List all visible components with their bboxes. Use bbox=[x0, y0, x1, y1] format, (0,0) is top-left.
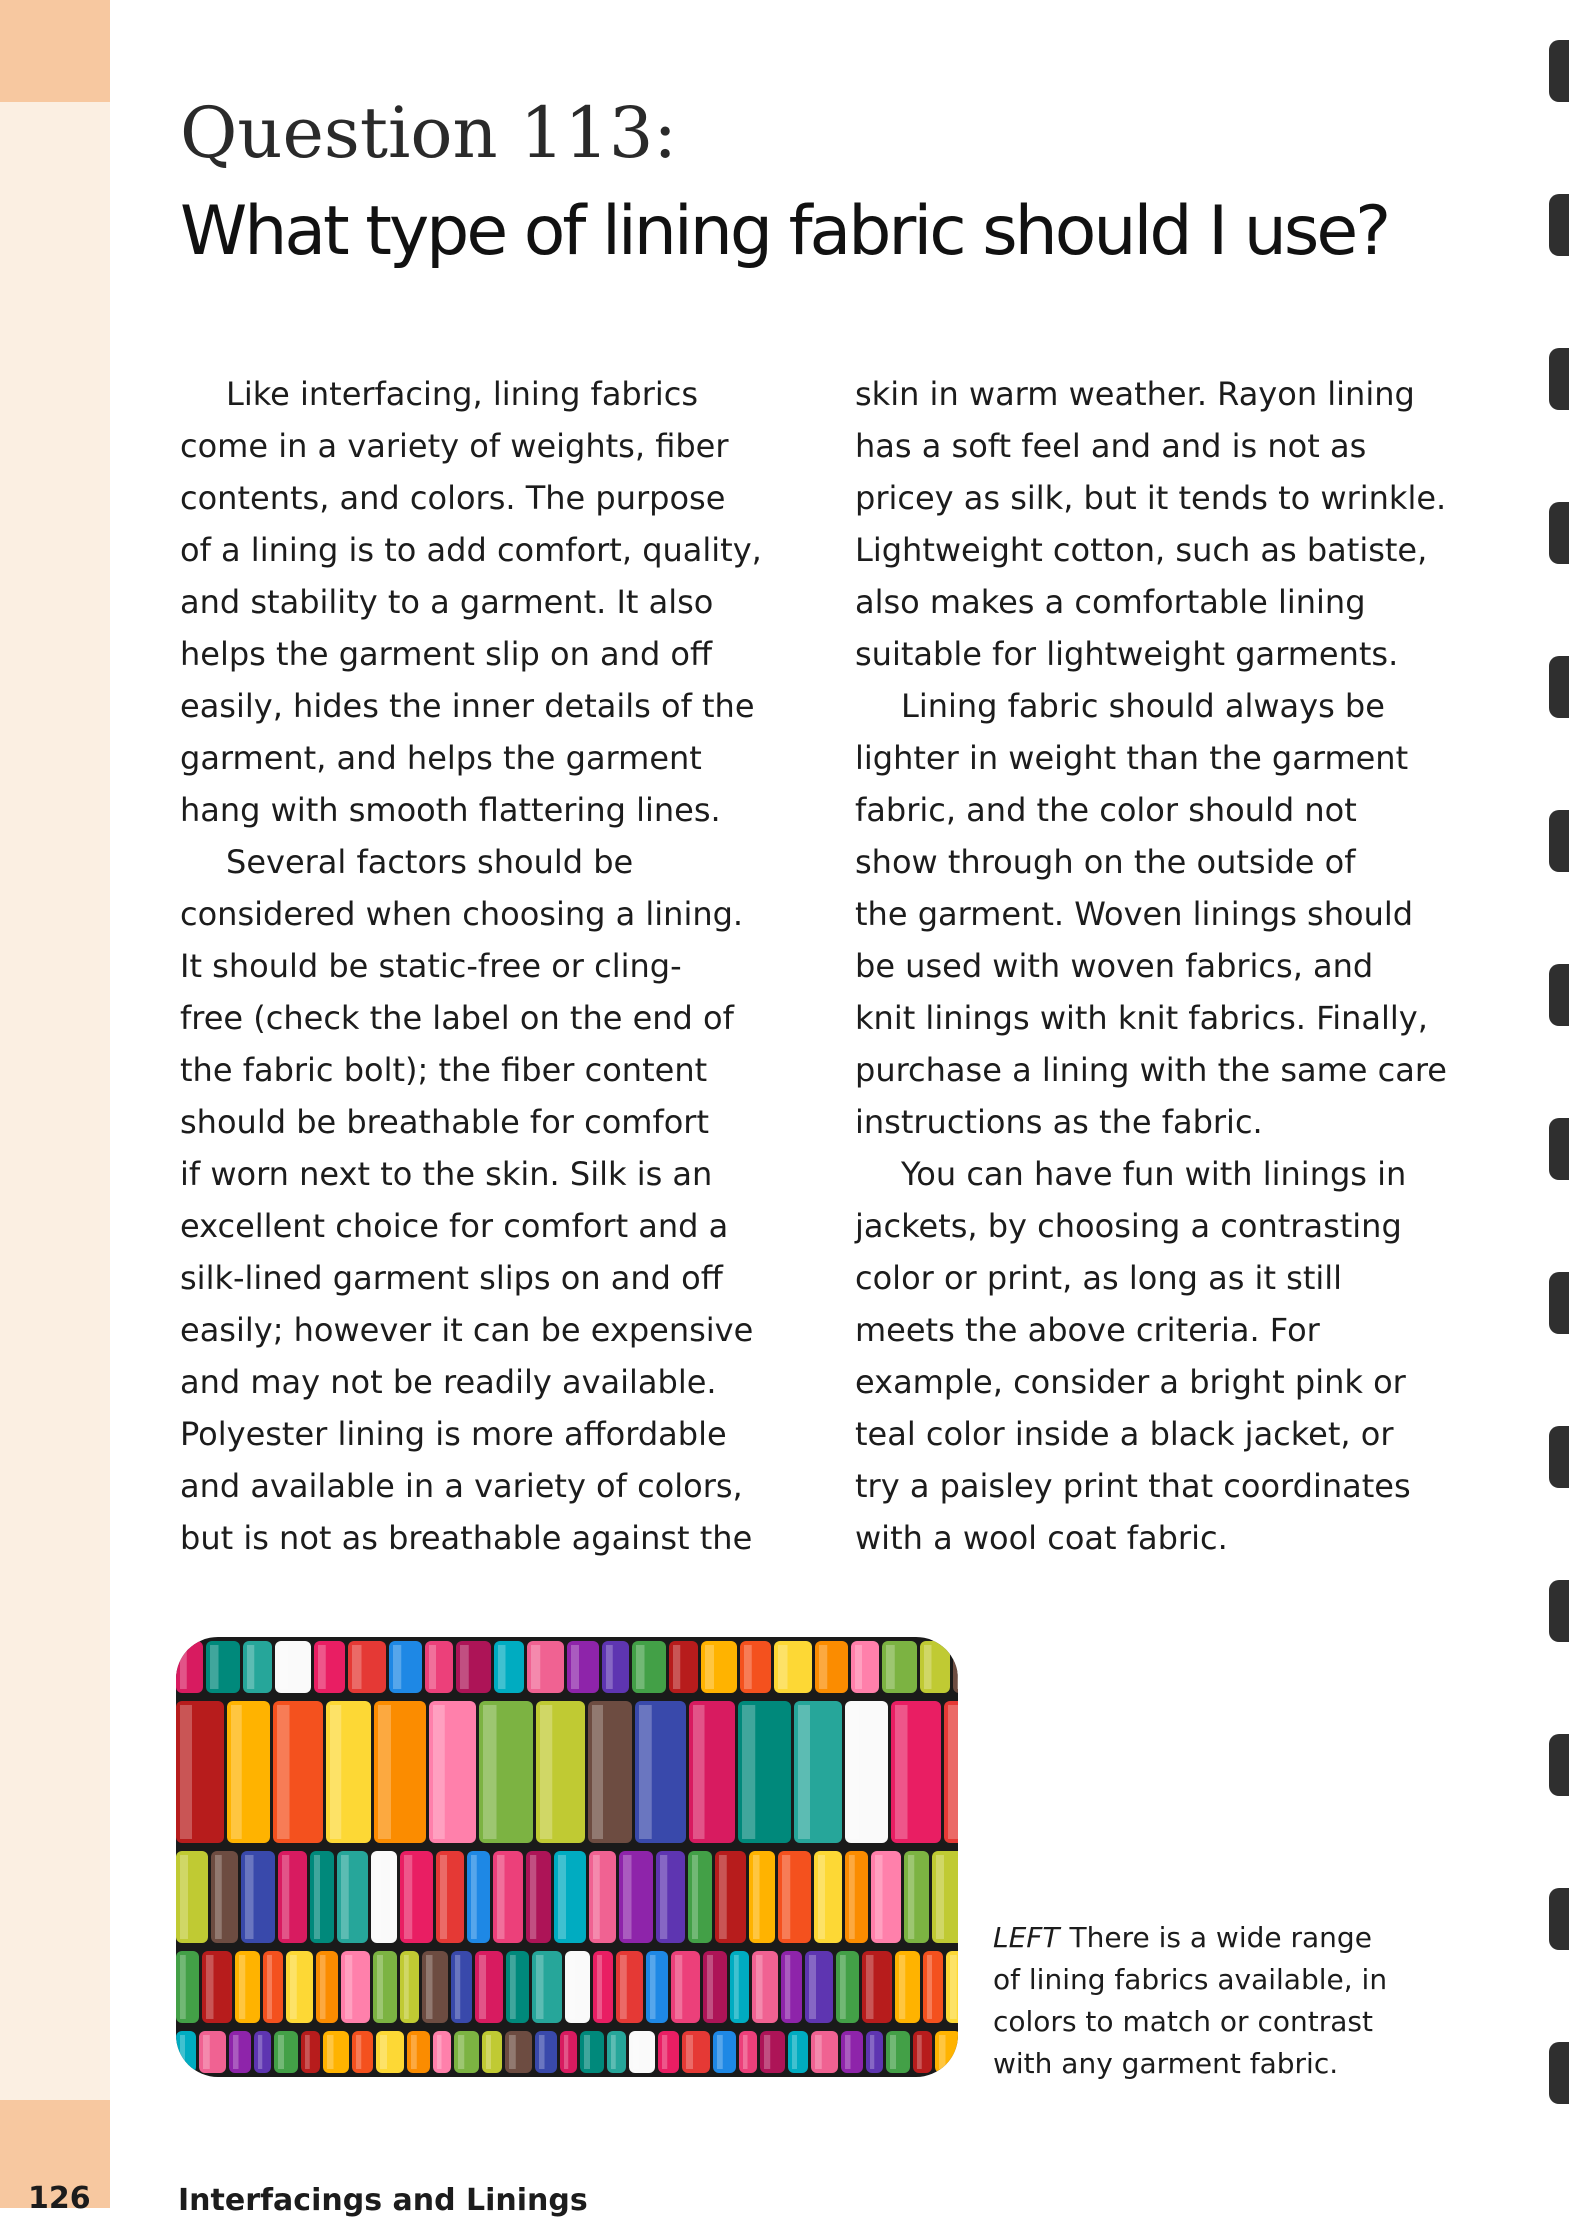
thumb-tab-mark bbox=[1549, 810, 1569, 872]
fabric-bolt bbox=[580, 2031, 604, 2073]
fabric-sheen bbox=[597, 1955, 602, 2019]
fabric-sheen bbox=[809, 1955, 816, 2019]
body-text-line: also makes a comfortable lining bbox=[855, 583, 1366, 621]
fabric-sheen bbox=[593, 1855, 600, 1939]
fabric-bolt bbox=[703, 1951, 727, 2023]
body-text-line: free (check the label on the end of bbox=[180, 999, 734, 1037]
fabric-sheen bbox=[957, 1645, 958, 1689]
body-text-line: helps the garment slip on and off bbox=[180, 635, 713, 673]
fabric-sheen bbox=[320, 1955, 326, 2019]
fabric-sheen bbox=[917, 2035, 922, 2069]
fabric-sheen bbox=[498, 1645, 506, 1689]
fabric-sheen bbox=[411, 2035, 417, 2069]
fabric-sheen bbox=[753, 1855, 760, 1939]
fabric-bolt bbox=[526, 1851, 551, 1943]
fabric-bolts-image bbox=[176, 1637, 958, 2077]
fabric-sheen bbox=[743, 2035, 748, 2069]
fabric-sheen bbox=[393, 1645, 401, 1689]
body-text-line: Like interfacing, lining fabrics bbox=[226, 375, 699, 413]
fabric-sheen bbox=[433, 1705, 445, 1839]
fabric-bolt bbox=[176, 2031, 196, 2073]
fabric-sheen bbox=[675, 1955, 682, 2019]
fabric-sheen bbox=[530, 1855, 536, 1939]
fabric-sheen bbox=[782, 1855, 790, 1939]
thumb-tab-mark bbox=[1549, 1426, 1569, 1488]
fabric-sheen bbox=[908, 1855, 914, 1939]
fabric-sheen bbox=[305, 2035, 310, 2069]
fabric-sheen bbox=[380, 2035, 387, 2069]
thumb-tab-mark bbox=[1549, 1734, 1569, 1796]
fabric-sheen bbox=[341, 1855, 349, 1939]
fabric-sheen bbox=[673, 1645, 680, 1689]
fabric-bolt bbox=[454, 2031, 479, 2073]
body-text-line: the garment. Woven linings should bbox=[855, 895, 1414, 933]
fabric-bolt bbox=[713, 2031, 736, 2073]
fabric-sheen bbox=[870, 2035, 874, 2069]
fabric-sheen bbox=[458, 2035, 464, 2069]
fabric-bolt bbox=[749, 1851, 775, 1943]
fabric-sheen bbox=[620, 1955, 627, 2019]
body-text-line: has a soft feel and and is not as bbox=[855, 427, 1367, 465]
body-text-line: jackets, by choosing a contrasting bbox=[855, 1207, 1402, 1245]
body-text-line: show through on the outside of bbox=[855, 843, 1356, 881]
fabric-sheen bbox=[375, 1855, 382, 1939]
fabric-sheen bbox=[486, 2035, 491, 2069]
fabric-sheen bbox=[606, 1645, 613, 1689]
fabric-sheen bbox=[404, 1955, 409, 2019]
body-text-line: and available in a variety of colors, bbox=[180, 1467, 743, 1505]
fabric-bolts-photo bbox=[176, 1637, 958, 2077]
caption-line bbox=[993, 1917, 1513, 1959]
fabric-sheen bbox=[950, 1955, 957, 2019]
fabric-sheen bbox=[764, 2035, 770, 2069]
fabric-sheen bbox=[875, 1855, 883, 1939]
fabric-sheen bbox=[756, 1955, 763, 2019]
photo-caption bbox=[993, 1917, 1513, 2085]
fabric-sheen bbox=[203, 2035, 210, 2069]
body-text-line: purchase a lining with the same care bbox=[855, 1051, 1447, 1089]
fabric-bolt bbox=[310, 1851, 334, 1943]
fabric-sheen bbox=[886, 1645, 895, 1689]
fabric-sheen bbox=[510, 1955, 516, 2019]
fabric-bolt bbox=[932, 1851, 958, 1943]
fabric-bolt bbox=[352, 2031, 373, 2073]
fabric-sheen bbox=[693, 1705, 705, 1839]
fabric-bolt bbox=[560, 2031, 577, 2073]
fabric-sheen bbox=[330, 1705, 341, 1839]
body-text-line: be used with woven fabrics, and bbox=[855, 947, 1374, 985]
fabric-sheen bbox=[818, 1855, 825, 1939]
fabric-sheen bbox=[840, 1955, 846, 2019]
fabric-sheen bbox=[611, 2035, 616, 2069]
body-text-line: try a paisley print that coordinates bbox=[855, 1467, 1411, 1505]
fabric-bolt bbox=[886, 2031, 910, 2073]
fabric-bolt bbox=[836, 1951, 859, 2023]
body-text-line: teal color inside a black jacket, or bbox=[855, 1415, 1394, 1453]
thumb-tab-mark bbox=[1549, 1888, 1569, 1950]
thumb-tab-mark bbox=[1549, 348, 1569, 410]
fabric-sheen bbox=[686, 2035, 693, 2069]
fabric-sheen bbox=[247, 1645, 254, 1689]
fabric-bolt bbox=[422, 1951, 448, 2023]
fabric-sheen bbox=[404, 1855, 412, 1939]
fabric-sheen bbox=[455, 1955, 460, 2019]
thumb-tab-mark bbox=[1549, 2042, 1569, 2104]
body-text-line: Several factors should be bbox=[226, 843, 634, 881]
body-text-line: It should be static-free or cling- bbox=[180, 947, 682, 985]
body-text-line: considered when choosing a lining. bbox=[180, 895, 744, 933]
thumb-tab-mark bbox=[1549, 1580, 1569, 1642]
fabric-bolt bbox=[373, 1951, 397, 2023]
fabric-sheen bbox=[540, 1705, 552, 1839]
question-title: What type of lining fabric should I use? bbox=[180, 192, 1389, 271]
fabric-sheen bbox=[927, 1955, 932, 2019]
caption-label: LEFT bbox=[993, 1921, 1060, 1954]
body-text-line: knit linings with knit fabrics. Finally, bbox=[855, 999, 1428, 1037]
body-text-line: hang with smooth flattering lines. bbox=[180, 791, 721, 829]
fabric-sheen bbox=[356, 2035, 361, 2069]
fabric-sheen bbox=[849, 1705, 860, 1839]
fabric-sheen bbox=[744, 1645, 752, 1689]
fabric-sheen bbox=[569, 1955, 575, 2019]
fabric-bolt bbox=[923, 1951, 943, 2023]
thumb-tab-mark bbox=[1549, 502, 1569, 564]
thumb-tab-mark bbox=[1549, 1272, 1569, 1334]
fabric-sheen bbox=[210, 1645, 219, 1689]
body-text-line: meets the above criteria. For bbox=[855, 1311, 1320, 1349]
fabric-sheen bbox=[798, 1705, 810, 1839]
fabric-bolt bbox=[433, 2031, 451, 2073]
fabric-sheen bbox=[180, 1645, 187, 1689]
fabric-sheen bbox=[662, 2035, 667, 2069]
body-text-line: Polyester lining is more affordable bbox=[180, 1415, 727, 1453]
fabric-sheen bbox=[778, 1645, 788, 1689]
fabric-sheen bbox=[290, 1955, 297, 2019]
body-text-line: silk-lined garment slips on and off bbox=[180, 1259, 723, 1297]
fabric-sheen bbox=[636, 1645, 645, 1689]
fabric-sheen bbox=[497, 1855, 505, 1939]
fabric-bolt bbox=[658, 2031, 679, 2073]
fabric-sheen bbox=[705, 1645, 714, 1689]
body-text-line: easily; however it can be expensive bbox=[180, 1311, 754, 1349]
fabric-sheen bbox=[479, 1955, 486, 2019]
body-column-right bbox=[855, 368, 1470, 1564]
body-text-line: and stability to a garment. It also bbox=[180, 583, 714, 621]
fabric-bolt bbox=[646, 1951, 668, 2023]
fabric-sheen bbox=[707, 1955, 713, 2019]
body-text-line: garment, and helps the garment bbox=[180, 739, 702, 777]
body-text-line: easily, hides the inner details of the bbox=[180, 687, 755, 725]
fabric-sheen bbox=[895, 1705, 908, 1839]
fabric-sheen bbox=[924, 1645, 932, 1689]
fabric-bolt bbox=[371, 1851, 397, 1943]
fabric-sheen bbox=[278, 2035, 284, 2069]
fabric-sheen bbox=[650, 1955, 656, 2019]
fabric-sheen bbox=[623, 1855, 632, 1939]
question-number: Question 113: bbox=[180, 92, 678, 174]
fabric-bolt bbox=[895, 1951, 920, 2023]
fabric-sheen bbox=[564, 2035, 568, 2069]
fabric-sheen bbox=[258, 2035, 262, 2069]
fabric-sheen bbox=[318, 1645, 326, 1689]
top-color-tab bbox=[0, 0, 110, 102]
fabric-bolt bbox=[841, 2031, 863, 2073]
fabric-sheen bbox=[584, 2035, 590, 2069]
fabric-bolt bbox=[323, 2031, 349, 2073]
fabric-bolt bbox=[229, 2031, 251, 2073]
fabric-bolt bbox=[760, 2031, 785, 2073]
body-text-line: should be breathable for comfort bbox=[180, 1103, 709, 1141]
fabric-sheen bbox=[378, 1705, 391, 1839]
fabric-sheen bbox=[239, 1955, 245, 2019]
body-text-line: and may not be readily available. bbox=[180, 1363, 717, 1401]
fabric-sheen bbox=[819, 1645, 827, 1689]
fabric-sheen bbox=[206, 1955, 214, 2019]
body-column-left bbox=[180, 368, 795, 1564]
fabric-sheen bbox=[717, 2035, 723, 2069]
fabric-sheen bbox=[531, 1645, 540, 1689]
body-text-line: skin in warm weather. Rayon lining bbox=[855, 375, 1415, 413]
fabric-bolt bbox=[935, 2031, 958, 2073]
fabric-sheen bbox=[429, 1645, 436, 1689]
fabric-sheen bbox=[785, 1955, 790, 2019]
body-text-line: if worn next to the skin. Silk is an bbox=[180, 1155, 713, 1193]
fabric-sheen bbox=[734, 1955, 739, 2019]
fabric-sheen bbox=[314, 1855, 320, 1939]
fabric-sheen bbox=[233, 2035, 239, 2069]
caption-line: colors to match or contrast bbox=[993, 2005, 1373, 2038]
fabric-bolt bbox=[739, 2031, 757, 2073]
fabric-sheen bbox=[267, 1955, 272, 2019]
body-text-line: suitable for lightweight garments. bbox=[855, 635, 1399, 673]
fabric-sheen bbox=[231, 1705, 242, 1839]
fabric-bolt bbox=[400, 1951, 419, 2023]
fabric-sheen bbox=[639, 1705, 652, 1839]
fabric-sheen bbox=[245, 1855, 254, 1939]
fabric-sheen bbox=[180, 1855, 188, 1939]
fabric-sheen bbox=[539, 2035, 545, 2069]
fabric-sheen bbox=[660, 1855, 667, 1939]
fabric-bolt bbox=[451, 1951, 472, 2023]
fabric-bolt bbox=[607, 2031, 626, 2073]
fabric-sheen bbox=[471, 1855, 477, 1939]
thumb-tab-mark bbox=[1549, 194, 1569, 256]
fabric-bolt bbox=[913, 2031, 932, 2073]
body-text-line: color or print, as long as it still bbox=[855, 1259, 1343, 1297]
fabric-sheen bbox=[899, 1955, 905, 2019]
body-text-line: pricey as silk, but it tends to wrinkle. bbox=[855, 479, 1447, 517]
fabric-sheen bbox=[180, 1705, 192, 1839]
fabric-bolt bbox=[781, 1951, 802, 2023]
page-number: 126 bbox=[28, 2181, 91, 2216]
body-text-line: the fabric bolt); the fiber content bbox=[180, 1051, 708, 1089]
body-text-line: You can have fun with linings in bbox=[901, 1155, 1407, 1193]
fabric-sheen bbox=[536, 1955, 544, 2019]
fabric-sheen bbox=[483, 1705, 497, 1839]
fabric-sheen bbox=[633, 2035, 640, 2069]
body-text-line: come in a variety of weights, fiber bbox=[180, 427, 729, 465]
fabric-sheen bbox=[426, 1955, 433, 2019]
fabric-bolt bbox=[274, 2031, 298, 2073]
fabric-sheen bbox=[866, 1955, 874, 2019]
fabric-sheen bbox=[692, 1855, 698, 1939]
caption-text: There is a wide range bbox=[1069, 1921, 1372, 1954]
fabric-bolt bbox=[593, 1951, 613, 2023]
fabric-sheen bbox=[948, 1705, 958, 1839]
thumb-tab-mark bbox=[1549, 1118, 1569, 1180]
fabric-bolt bbox=[535, 2031, 557, 2073]
fabric-bolt bbox=[506, 1951, 529, 2023]
fabric-bolt bbox=[752, 1951, 778, 2023]
fabric-bolt bbox=[235, 1951, 260, 2023]
fabric-sheen bbox=[279, 1645, 288, 1689]
body-text-line: excellent choice for comfort and a bbox=[180, 1207, 729, 1245]
thumb-tab-mark bbox=[1549, 656, 1569, 718]
fabric-bolt bbox=[316, 1951, 338, 2023]
body-text-line: Lining fabric should always be bbox=[901, 687, 1385, 725]
fabric-sheen bbox=[849, 1855, 855, 1939]
body-text-line: with a wool coat fabric. bbox=[855, 1519, 1228, 1557]
fabric-bolt bbox=[467, 1851, 490, 1943]
fabric-sheen bbox=[345, 1955, 352, 2019]
fabric-bolt bbox=[688, 1851, 712, 1943]
fabric-sheen bbox=[855, 1645, 862, 1689]
body-text-line: example, consider a bright pink or bbox=[855, 1363, 1406, 1401]
fabric-sheen bbox=[327, 2035, 334, 2069]
fabric-sheen bbox=[815, 2035, 822, 2069]
fabric-sheen bbox=[792, 2035, 797, 2069]
body-text-line: fabric, and the color should not bbox=[855, 791, 1357, 829]
fabric-bolt bbox=[254, 2031, 271, 2073]
fabric-sheen bbox=[509, 2035, 516, 2069]
fabric-sheen bbox=[440, 1855, 447, 1939]
fabric-sheen bbox=[890, 2035, 896, 2069]
page-edge-thumb-tabs bbox=[1549, 0, 1569, 2208]
fabric-sheen bbox=[460, 1645, 469, 1689]
fabric-bolt bbox=[730, 1951, 749, 2023]
caption-line: of lining fabrics available, in bbox=[993, 1963, 1388, 1996]
fabric-sheen bbox=[592, 1705, 603, 1839]
body-text-line: lighter in weight than the garment bbox=[855, 739, 1409, 777]
body-text-line: contents, and colors. The purpose bbox=[180, 479, 726, 517]
fabric-sheen bbox=[282, 1855, 289, 1939]
fabric-bolt bbox=[904, 1851, 929, 1943]
thumb-tab-mark bbox=[1549, 964, 1569, 1026]
fabric-bolt bbox=[788, 2031, 808, 2073]
left-margin-strip bbox=[0, 0, 110, 2208]
fabric-sheen bbox=[719, 1855, 727, 1939]
body-text-line: Lightweight cotton, such as batiste, bbox=[855, 531, 1428, 569]
fabric-bolt bbox=[176, 1951, 199, 2023]
fabric-bolt bbox=[301, 2031, 320, 2073]
fabric-sheen bbox=[936, 1855, 944, 1939]
caption-line: with any garment fabric. bbox=[993, 2047, 1339, 2080]
body-text-line: instructions as the fabric. bbox=[855, 1103, 1263, 1141]
fabric-sheen bbox=[215, 1855, 222, 1939]
fabric-sheen bbox=[571, 1645, 579, 1689]
fabric-sheen bbox=[845, 2035, 851, 2069]
fabric-bolt bbox=[482, 2031, 502, 2073]
fabric-bolt bbox=[263, 1951, 283, 2023]
fabric-bolt bbox=[407, 2031, 430, 2073]
fabric-bolt bbox=[866, 2031, 883, 2073]
running-footer: Interfacings and Linings bbox=[178, 2183, 588, 2218]
body-text-line: of a lining is to add comfort, quality, bbox=[180, 531, 762, 569]
fabric-sheen bbox=[180, 2035, 185, 2069]
fabric-bolt bbox=[565, 1951, 590, 2023]
fabric-sheen bbox=[939, 2035, 946, 2069]
body-text-line: but is not as breathable against the bbox=[180, 1519, 753, 1557]
fabric-sheen bbox=[277, 1705, 290, 1839]
fabric-sheen bbox=[180, 1955, 186, 2019]
fabric-sheen bbox=[558, 1855, 566, 1939]
fabric-sheen bbox=[437, 2035, 442, 2069]
fabric-sheen bbox=[377, 1955, 383, 2019]
fabric-sheen bbox=[742, 1705, 755, 1839]
fabric-sheen bbox=[352, 1645, 362, 1689]
fabric-bolt bbox=[845, 1851, 868, 1943]
fabric-bolt bbox=[629, 2031, 655, 2073]
thumb-tab-mark bbox=[1549, 40, 1569, 102]
